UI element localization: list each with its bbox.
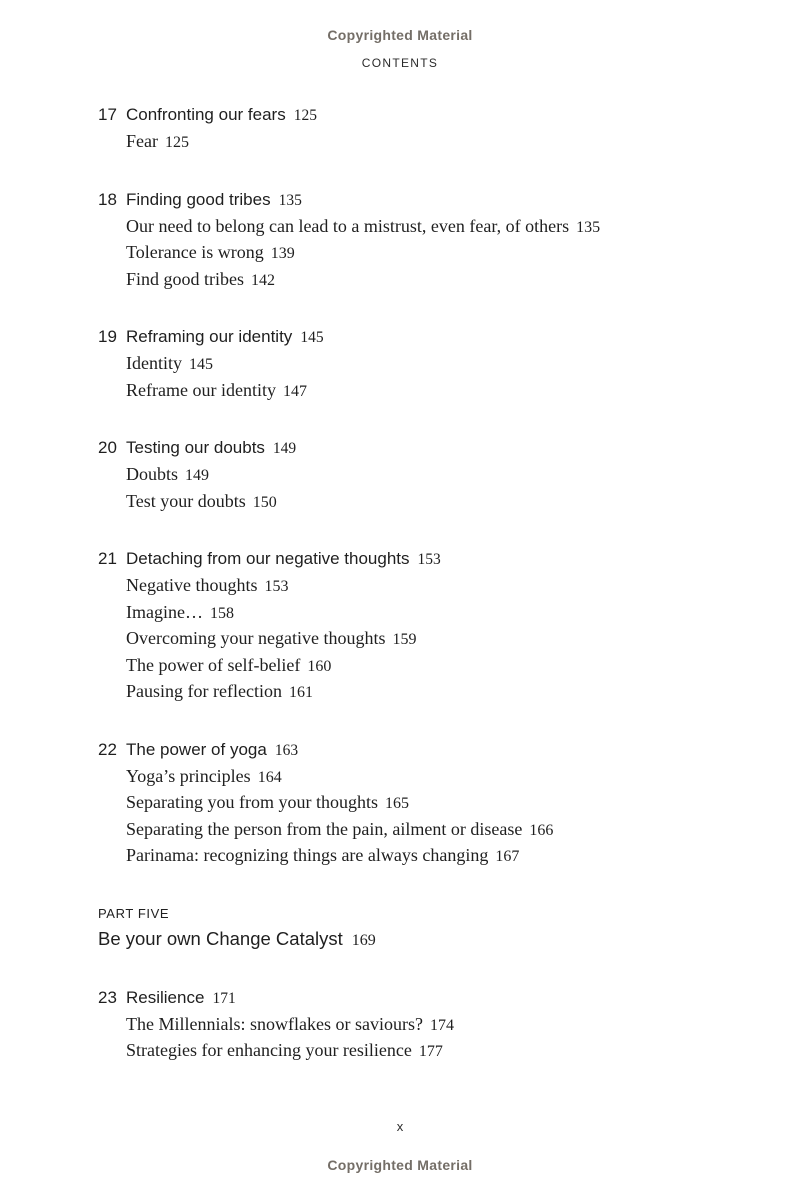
subitem-title: Identity [126, 353, 182, 373]
toc-subitem [126, 267, 740, 294]
toc-subitem [126, 240, 740, 267]
chapter-row [98, 737, 740, 764]
chapter-page-number: 171 [212, 989, 236, 1007]
subitem-page-number: 158 [209, 604, 234, 622]
subitem-page-number: 150 [252, 493, 277, 511]
copyright-notice-bottom: Copyrighted Material [327, 1157, 473, 1173]
toc-subitem [126, 790, 740, 817]
chapter-number: 22 [98, 739, 117, 759]
subitem-page-number: 149 [185, 467, 210, 484]
subitem-page-number: 166 [529, 821, 554, 839]
chapter-number: 18 [98, 189, 117, 209]
copyright-notice-top: Copyrighted Material [327, 27, 473, 43]
subitem-title: Doubts [126, 464, 179, 484]
toc-subitem [126, 817, 740, 844]
chapter-row [98, 435, 740, 462]
chapter-row [98, 187, 740, 214]
chapter-title: Detaching from our negative thoughts [126, 549, 410, 568]
toc-chapter-entry [98, 324, 740, 404]
toc-subitem [126, 462, 740, 489]
toc-chapter-entry [98, 985, 740, 1065]
subitem-title: Pausing for reflection [126, 681, 282, 701]
subitem-title: The power of self-belief [126, 654, 301, 675]
chapter-number: 21 [98, 549, 117, 568]
toc-subitem [126, 600, 740, 627]
toc-subitem [126, 679, 740, 706]
subitem-title: Tolerance is wrong [126, 242, 264, 262]
subitem-page-number: 147 [282, 382, 307, 400]
toc-subitem [126, 1038, 740, 1065]
chapter-title: Confronting our fears [126, 105, 286, 124]
toc-subitem [126, 1012, 740, 1039]
subitem-title: Fear [126, 131, 158, 151]
subitem-page-number: 167 [495, 848, 520, 865]
subitem-title: Strategies for enhancing your resilience [126, 1040, 412, 1060]
subitem-page-number: 177 [418, 1043, 443, 1060]
toc-subitem [126, 764, 740, 791]
subitem-title: Separating you from your thoughts [126, 792, 378, 812]
subitem-title: Find good tribes [126, 268, 245, 289]
toc-part-entry [98, 901, 740, 954]
subitem-page-number: 153 [264, 578, 289, 595]
chapter-page-number: 135 [278, 191, 302, 209]
chapter-page-number: 149 [272, 440, 297, 457]
chapter-row [98, 985, 740, 1012]
chapter-page-number: 163 [274, 741, 299, 759]
chapter-title: Reframing our identity [126, 327, 293, 346]
chapter-row [98, 102, 740, 129]
subitem-page-number: 142 [251, 271, 276, 289]
toc-chapter-entry [98, 546, 740, 706]
subitem-page-number: 145 [189, 356, 213, 373]
toc-subitem [126, 214, 740, 241]
chapter-page-number: 153 [417, 551, 441, 568]
chapter-title: The power of yoga [126, 739, 267, 759]
chapter-number: 23 [98, 987, 117, 1007]
toc-subitem [126, 489, 740, 516]
toc-subitem [126, 573, 740, 600]
part-title-row [98, 926, 740, 954]
part-page-number: 169 [351, 931, 376, 949]
subitem-title: Negative thoughts [126, 575, 258, 595]
page-header [0, 27, 800, 70]
chapter-page-number: 145 [300, 329, 324, 346]
toc-chapter-entry [98, 737, 740, 870]
toc-chapter-entry [98, 435, 740, 515]
subitem-title: Reframe our identity [126, 379, 276, 400]
toc-list [0, 102, 800, 1065]
subitem-page-number: 125 [164, 134, 189, 151]
toc-subitem [126, 626, 740, 653]
chapter-title: Resilience [126, 987, 205, 1007]
chapter-row [98, 546, 740, 573]
chapter-row [98, 324, 740, 351]
subitem-page-number: 160 [307, 657, 332, 675]
subitem-page-number: 164 [257, 768, 282, 786]
subitem-page-number: 159 [392, 631, 417, 648]
toc-subitem [126, 378, 740, 405]
page-footer [0, 1119, 800, 1174]
chapter-number: 19 [98, 327, 117, 346]
subitem-title: Test your doubts [126, 490, 246, 511]
chapter-number: 20 [98, 438, 117, 457]
chapter-title: Testing our doubts [126, 438, 265, 457]
chapter-number: 17 [98, 105, 117, 124]
toc-chapter-entry [98, 102, 740, 156]
toc-subitem [126, 351, 740, 378]
subitem-title: Our need to belong can lead to a mistrust, even fear, of others [126, 215, 570, 236]
subitem-page-number: 135 [576, 218, 601, 236]
part-label: PART FIVE [98, 905, 170, 921]
subitem-title: The Millennials: snowflakes or saviours? [126, 1013, 423, 1034]
subitem-title: Yoga’s principles [126, 765, 251, 786]
chapter-title: Finding good tribes [126, 189, 271, 209]
part-title: Be your own Change Catalyst [98, 927, 343, 949]
contents-title: CONTENTS [361, 56, 439, 70]
subitem-page-number: 139 [270, 245, 295, 262]
subitem-page-number: 161 [288, 684, 313, 701]
toc-chapter-entry [98, 187, 740, 294]
toc-subitem [126, 653, 740, 680]
chapter-page-number: 125 [293, 107, 317, 124]
toc-subitem [126, 129, 740, 156]
subitem-title: Overcoming your negative thoughts [126, 628, 386, 648]
folio-page-number: x [396, 1119, 404, 1134]
subitem-page-number: 174 [429, 1016, 454, 1034]
subitem-title: Separating the person from the pain, ailment or disease [126, 818, 523, 839]
subitem-page-number: 165 [384, 795, 409, 812]
subitem-title: Imagine… [126, 601, 203, 622]
subitem-title: Parinama: recognizing things are always changing [126, 845, 489, 865]
toc-subitem [126, 843, 740, 870]
